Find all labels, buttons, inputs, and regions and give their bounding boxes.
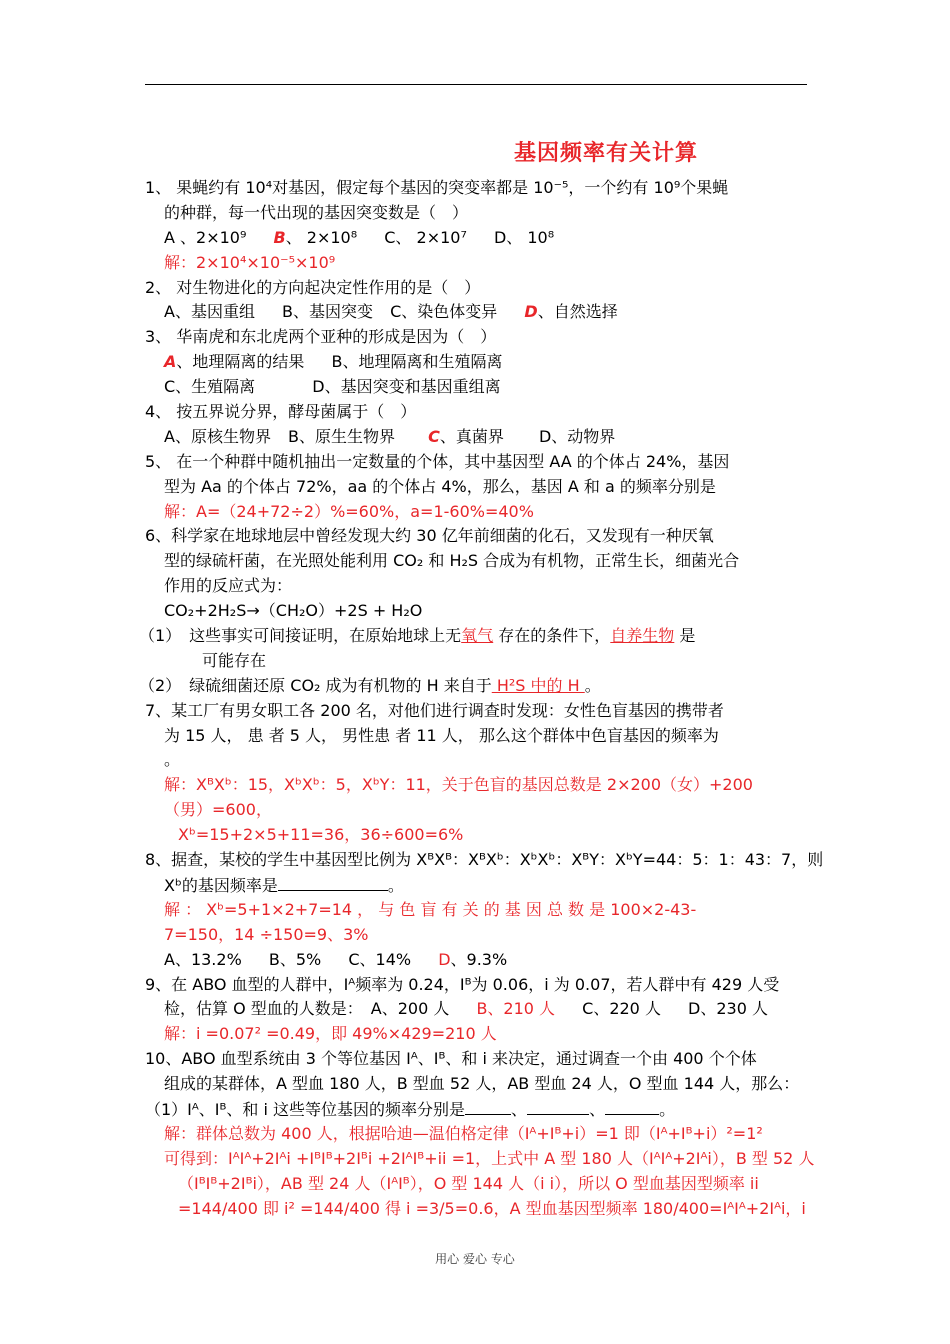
- q10-blank-i[interactable]: [605, 1097, 659, 1115]
- q6-line3: 作用的反应式为：: [164, 576, 293, 596]
- q2-option-b: B、基因突变: [282, 302, 374, 322]
- q10-solution-line2: 可得到：IᴬIᴬ+2Iᴬi +IᴮIᴮ+2Iᴮi +2IᴬIᴮ+ii =1，上式中 A 型 180 人（IᴬIᴬ+2Iᴬi），B 型 52 人: [164, 1148, 815, 1168]
- q1-option-a: A 、2×10⁹: [164, 227, 247, 247]
- q8-line2: [145, 873, 809, 898]
- q8-option-c: C、14%: [348, 949, 412, 969]
- q2-answer-letter: D: [524, 302, 538, 322]
- q7-line2: 为 15 人， 患 者 5 人， 男性患 者 11 人， 那么这个群体中色盲基因的频率为: [164, 725, 719, 745]
- document-body: [139, 176, 824, 1221]
- q5-solution: 解：A=（24+72÷2）%=60%，a=1-60%=40%: [164, 501, 534, 521]
- q1-option-d: D、 10⁸: [493, 227, 555, 247]
- q9-solution: 解：i =0.07² =0.49，即 49%×429=210 人: [164, 1024, 497, 1044]
- q8-option-b: B、5%: [268, 949, 322, 969]
- q7-solution-line2: （男）=600，: [164, 800, 272, 820]
- q8-option-a: A、13.2%: [164, 949, 242, 969]
- q1-solution: 解：2×10⁴×10⁻⁵×10⁹: [164, 252, 336, 272]
- q4-option-b: B、原生生物界: [288, 426, 396, 446]
- q6-part1-prefix: （1） 这些事实可间接证明，在原始地球上无: [139, 626, 462, 646]
- q3-option-b: B、地理隔离和生殖隔离: [331, 352, 503, 372]
- q10-part1: [145, 1097, 809, 1122]
- q9-option-c: C、220 人: [582, 999, 661, 1019]
- q9-line2-prefix: 检，估算 O 型血的人数是： A、200 人: [164, 999, 450, 1019]
- q2-option-c: C、染色体变异: [390, 302, 498, 322]
- q3-options-row2: [145, 375, 809, 400]
- q9-option-d: D、230 人: [688, 999, 768, 1019]
- q1-option-b: 、 2×10⁸: [285, 227, 358, 247]
- q1-line1: 1、 果蝇约有 10⁴对基因，假定每个基因的突变率都是 10⁻⁵，一个约有 10⁹个果蝇: [145, 178, 729, 197]
- q10-part1-end: 。: [659, 1099, 676, 1119]
- q7-line1: 7、某工厂有男女职工各 200 名，对他们进行调查时发现：女性色盲基因的携带者: [145, 700, 724, 720]
- q2-line1: 2、 对生物进化的方向起决定性作用的是（ ）: [145, 277, 481, 297]
- page-footer: 用心 爱心 专心: [435, 1252, 515, 1266]
- q8-answer-blank[interactable]: [278, 873, 388, 891]
- q6-answer-hydrogen-source: H²S 中的 H: [491, 675, 585, 695]
- q5-line2: 型为 Aa 的个体占 72%，aa 的个体占 4%，那么，基因 A 和 a 的频率分别是: [164, 476, 716, 496]
- q1-option-c: C、 2×10⁷: [384, 227, 467, 247]
- page-title: 基因频率有关计算: [514, 141, 699, 166]
- q8-answer-letter: D: [438, 949, 451, 969]
- q10-line1: 10、ABO 血型系统由 3 个等位基因 Iᴬ、Iᴮ、和 i 来决定，通过调查一个由 400 个个体: [145, 1049, 757, 1069]
- q6-part1-post: 是: [674, 626, 696, 646]
- q7-line3: 。: [164, 750, 181, 770]
- q10-solution-line1: 解：群体总数为 400 人，根据哈迪—温伯格定律（Iᴬ+Iᴮ+i）=1 即（Iᴬ+Iᴮ+i）²=1²: [164, 1123, 763, 1143]
- header-rule: [145, 84, 807, 85]
- q10-line2: 组成的某群体，A 型血 180 人，B 型血 52 人，AB 型血 24 人，O 型血 144 人，那么：: [164, 1074, 800, 1094]
- q7-solution-line1: 解：XᴮXᵇ：15，XᵇXᵇ：5，XᵇY：11，关于色盲的基因总数是 2×200（女）+200: [164, 775, 753, 795]
- q10-solution-line3: （IᴮIᴮ+2Iᴮi），AB 型 24 人（IᴬIᴮ），O 型 144 人（i i），所以 O 型血基因型频率 ii: [178, 1173, 759, 1193]
- q1-line2: 的种群，每一代出现的基因突变数是（ ）: [164, 202, 469, 222]
- q10-part1-prefix: （1）Iᴬ、Iᴮ、和 i 这些等位基因的频率分别是: [145, 1099, 466, 1119]
- q6-part1-line2: 可能存在: [202, 650, 267, 670]
- q9-option-b: B、210 人: [476, 999, 556, 1019]
- q6-part1: [139, 624, 809, 649]
- q1-options: [145, 226, 809, 251]
- q3-option-a: 、地理隔离的结果: [176, 352, 305, 372]
- q10-blank-ia[interactable]: [465, 1097, 511, 1115]
- q3-option-c: C、生殖隔离: [164, 377, 256, 397]
- q3-line1: 3、 华南虎和东北虎两个亚种的形成是因为（ ）: [145, 327, 497, 347]
- q6-part2-prefix: （2） 绿硫细菌还原 CO₂ 成为有机物的 H 来自于: [139, 675, 492, 695]
- q3-answer-letter: A: [164, 352, 177, 372]
- q4-option-a: A、原核生物界: [164, 426, 271, 446]
- q6-answer-oxygen: 氧气: [461, 626, 494, 646]
- q10-solution-line4: =144/400 即 i² =144/400 得 i =3/5=0.6，A 型血基因型频率 180/400=IᴬIᴬ+2Iᴬi，i: [178, 1198, 806, 1218]
- q6-part2-post: 。: [584, 675, 601, 695]
- q8-line2-prefix: Xᵇ的基因频率是: [164, 875, 278, 895]
- q6-answer-autotroph: 自养生物: [610, 626, 675, 646]
- q8-option-d: 、9.3%: [450, 949, 508, 969]
- q6-part2: [139, 674, 809, 699]
- q9-line1: 9、在 ABO 血型的人群中，Iᴬ频率为 0.24，Iᴮ为 0.06，i 为 0.07，若人群中有 429 人受: [145, 974, 780, 994]
- q4-option-c: 、真菌界: [439, 426, 504, 446]
- q2-options: [145, 300, 809, 325]
- q8-options: [145, 948, 809, 973]
- q8-solution-line2: 7=150，14 ÷150=9、3%: [164, 924, 369, 944]
- q10-blank-ib[interactable]: [527, 1097, 589, 1115]
- q3-option-d: D、基因突变和基因重组离: [312, 377, 501, 397]
- q10-sep-2: 、: [589, 1099, 606, 1119]
- q10-sep-1: 、: [511, 1099, 528, 1119]
- q4-answer-letter: C: [428, 426, 440, 446]
- q8-line1: 8、据查，某校的学生中基因型比例为 XᴮXᴮ：XᴮXᵇ：XᵇXᵇ：XᴮY：XᵇY=44：5：1：43：7，则: [145, 850, 824, 870]
- q4-line1: 4、 按五界说分界，酵母菌属于（ ）: [145, 402, 417, 422]
- q6-equation: CO₂+2H₂S→（CH₂O）+2S + H₂O: [164, 601, 423, 621]
- q3-options-row1: [145, 350, 809, 375]
- q9-line2: [145, 997, 809, 1022]
- q7-solution-line3: Xᵇ=15+2×5+11=36，36÷600=6%: [178, 825, 464, 845]
- q8-line2-post: 。: [387, 875, 404, 895]
- q6-line2: 型的绿硫杆菌，在光照处能利用 CO₂ 和 H₂S 合成为有机物，正常生长，细菌光合: [164, 551, 740, 571]
- q8-solution-line1: 解 ： Xᵇ=5+1×2+7=14 ， 与 色 盲 有 关 的 基 因 总 数 是 100×2-43-: [164, 899, 697, 919]
- q4-options: [145, 425, 809, 450]
- q6-line1: 6、科学家在地球地层中曾经发现大约 30 亿年前细菌的化石，又发现有一种厌氧: [145, 526, 714, 546]
- q1-answer-letter: B: [273, 227, 286, 247]
- q2-option-d: 、自然选择: [537, 302, 618, 322]
- q2-option-a: A、基因重组: [164, 302, 255, 322]
- q5-line1: 5、 在一个种群中随机抽出一定数量的个体，其中基因型 AA 的个体占 24%，基因: [145, 451, 730, 471]
- q4-option-d: D、动物界: [538, 426, 616, 446]
- q6-part1-mid: 存在的条件下，: [493, 626, 611, 646]
